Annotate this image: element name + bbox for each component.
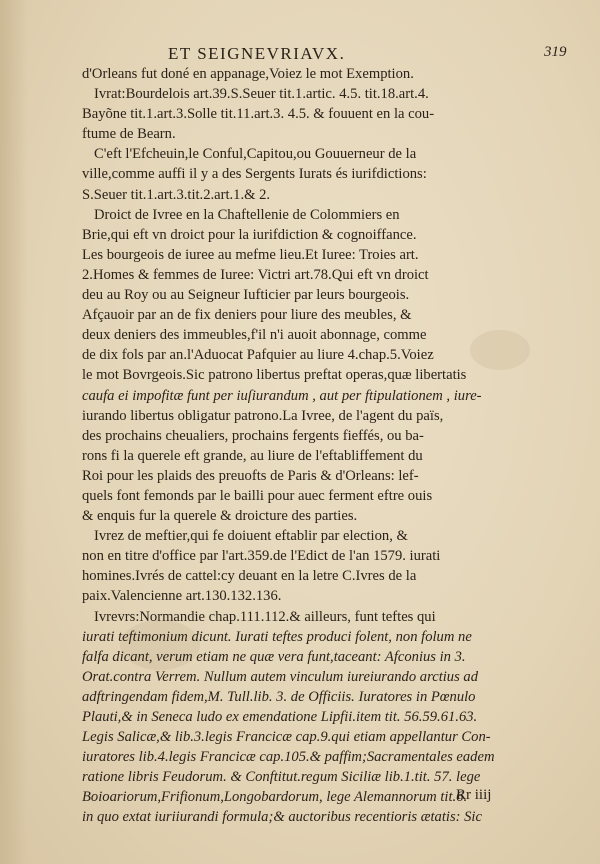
text-line: des prochains cheualiers, prochains fergents fieffés, ou ba- [82,427,424,444]
text-line: Les bourgeois de iuree au mefme lieu.Et Iuree: Troies art. [82,246,419,263]
text-line: Ivrevrs:Normandie chap.111.112.& ailleurs, funt teftes qui [94,608,436,625]
text-line: C'eft l'Efcheuin,le Conful,Capitou,ou Gouuerneur de la [94,146,417,163]
text-line: quels font femonds par le bailli pour auec ferment eftre ouis [82,487,433,504]
text-line: ville,comme auffi il y a des Sergents Iurats és iurifdictions: [82,166,427,183]
text-line: le mot Bovrgeois.Sic patrono libertus preftat operas,quæ libertatis [82,367,467,384]
text-line: homines.Ivrés de cattel:cy deuant en la letre C.Ivres de la [82,568,417,585]
text-line: non en titre d'office par l'art.359.de l'Edict de l'an 1579. iurati [82,548,441,565]
page-number: 319 [544,44,567,60]
text-line: Afçauoir par an de fix deniers pour liure des meubles, & [82,307,412,324]
text-line: Brie,qui eft vn droict pour la iurifdiction & cognoiffance. [82,226,417,243]
text-line: caufa ei impofitæ funt per iuſiurandum , aut per ftipulationem , iure- [82,387,482,404]
text-line: Plauti,& in Seneca ludo ex emendatione Lipfii.item tit. 56.59.61.63. [82,709,478,725]
text-line: & enquis fur la querele & droicture des parties. [82,508,358,525]
text-line: falfa dicant, verum etiam ne quæ vera funt,taceant: Afconius in 3. [82,648,466,665]
text-line: iurando libertus obligatur patrono.La Ivree, de l'agent du païs, [82,407,444,424]
text-line: ratione libris Feudorum. & Conftitut.regum Siciliæ lib.1.tit. 57. lege [82,769,481,786]
text-line: paix.Valencienne art.130.132.136. [82,588,282,605]
text-line: iuratores lib.4.legis Francicæ cap.105.& paffim;Sacramentales eadem [82,749,495,766]
text-line: Droict de Ivree en la Chaftellenie de Colommiers en [94,206,400,223]
text-line: Roi pour les plaids des preuofts de Paris & d'Orleans: lef- [82,467,419,484]
text-line: rons fi la querele eft grande, au liure de l'eftabliffement du [82,447,423,464]
text-line: Orat.contra Verrem. Nullum autem vinculum iureiurando arctius ad [82,668,479,685]
text-line: iurati teftimonium dicunt. Iurati teftes produci folent, non folum ne [82,628,472,645]
text-line: Boioariorum,Frifionum,Longobardorum, lege Alemannorum tit.6. [82,789,468,806]
text-line: ftume de Bearn. [82,126,176,143]
page-gutter-shadow [0,0,28,864]
text-line: in quo extat iuriiurandi formula;& auctoribus recentioris ætatis: Sic [82,809,482,826]
catchword: Rr iiij [456,787,492,803]
body-text [82,64,522,828]
text-line: 2.Homes & femmes de Iuree: Victri art.78.Qui eft vn droict [82,266,429,283]
text-line: Legis Salicæ,& lib.3.legis Francicæ cap.9.qui etiam appellantur Con- [82,729,491,746]
text-line: S.Seuer tit.1.art.3.tit.2.art.1.& 2. [82,186,271,203]
text-line: d'Orleans fut doné en appanage,Voiez le mot Exemption. [82,66,414,82]
text-line: Bayõne tit.1.art.3.Solle tit.11.art.3. 4.5. & fouuent en la cou- [82,106,435,123]
text-line: adftringendam fidem,M. Tull.lib. 3. de Officiis. Iuratores in Pœnulo [82,688,476,705]
text-line: de dix fols par an.l'Aduocat Pafquier au liure 4.chap.5.Voiez [82,347,434,364]
running-head: ET SEIGNEVRIAVX. [168,44,346,63]
text-line: deu au Roy ou au Seigneur Iufticier par leurs bourgeois. [82,287,410,304]
text-line: deux deniers des immeubles,f'il n'i auoit abonnage, comme [82,327,427,344]
text-line: Ivrat:Bourdelois art.39.S.Seuer tit.1.artic. 4.5. tit.18.art.4. [94,86,429,103]
text-line: Ivrez de meftier,qui fe doiuent eftablir par election, & [94,528,408,545]
